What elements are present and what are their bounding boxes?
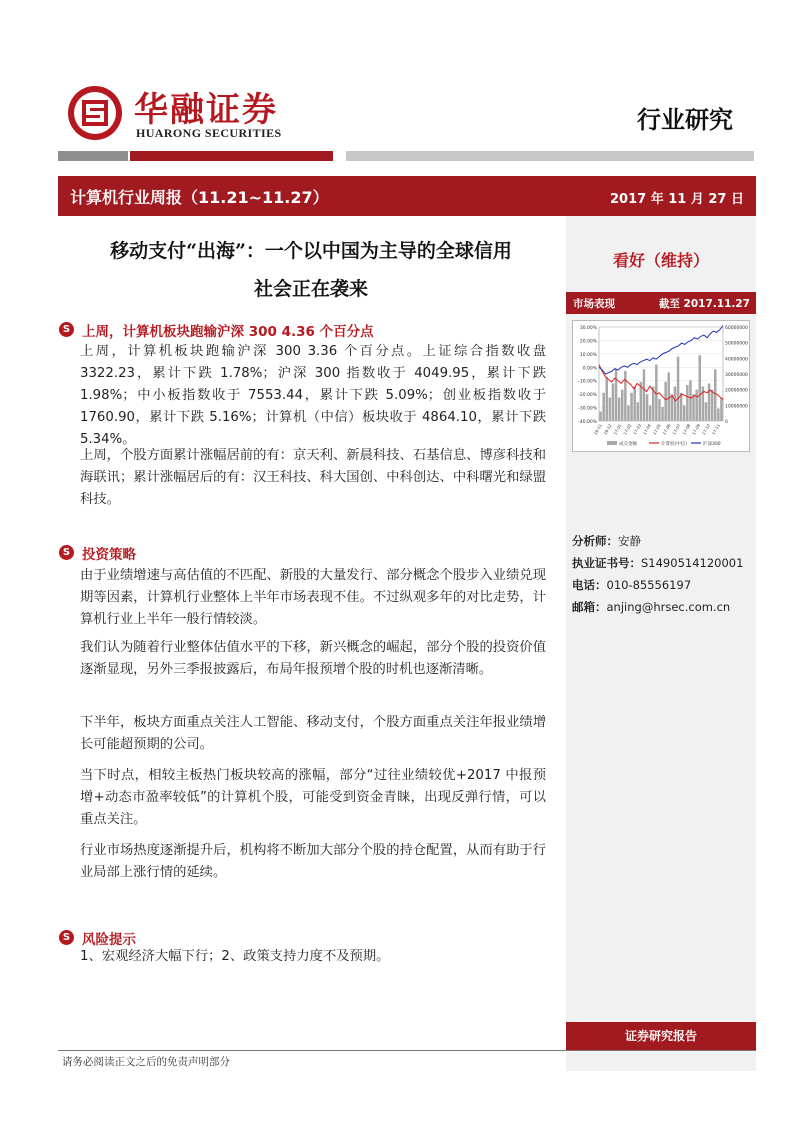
volume-bar bbox=[674, 387, 677, 421]
volume-bar bbox=[618, 398, 621, 422]
analyst-row bbox=[572, 530, 743, 552]
paragraph: 我们认为随着行业整体估值水平的下移，新兴概念的崛起，部分个股的投资价值逐渐显现，另外三季报披露后，布局年报预增个股的时机也逐渐清晰。 bbox=[80, 640, 546, 677]
headline-line-2: 社会正在袭来 bbox=[253, 278, 368, 300]
right-axis-tick-label: 0 bbox=[725, 420, 728, 425]
email-value: anjing@hrsec.com.cn bbox=[606, 600, 731, 614]
right-axis-tick-label: 40000000 bbox=[725, 357, 748, 363]
paragraph: 行业市场热度逐渐提升后，机构将不断加大部分个股的持仓配置，从而有助于行业局部上涨行情的延续。 bbox=[80, 843, 546, 880]
volume-bar bbox=[668, 372, 671, 421]
volume-bar bbox=[627, 405, 630, 421]
right-axis-tick-label: 10000000 bbox=[725, 404, 748, 410]
volume-bar bbox=[658, 399, 661, 421]
volume-bar bbox=[615, 369, 618, 421]
x-axis-tick-label: 17-06 bbox=[661, 423, 672, 436]
header-stripe-gray bbox=[58, 151, 128, 161]
volume-bar bbox=[671, 394, 674, 421]
phone-label: 电话： bbox=[572, 578, 607, 592]
section-title-risk: 风险提示 bbox=[82, 932, 136, 948]
volume-bar bbox=[612, 383, 615, 421]
brand-name-cn: 华融证券 bbox=[134, 90, 278, 130]
section-title-weekly: 上周，计算机板块跑输沪深 300 4.36 个百分点 bbox=[82, 324, 374, 340]
left-axis-tick-label: 10.00% bbox=[579, 352, 597, 358]
volume-bar bbox=[649, 405, 652, 421]
x-axis-tick-label: 17-08 bbox=[681, 423, 692, 436]
volume-bar bbox=[624, 371, 627, 421]
market-chart bbox=[572, 320, 750, 452]
market-chart-svg bbox=[573, 321, 749, 451]
volume-bar bbox=[680, 393, 683, 421]
left-axis-tick-label: -10.00% bbox=[578, 379, 597, 385]
x-axis-tick-label: 17-10 bbox=[700, 423, 712, 436]
analyst-info bbox=[572, 530, 743, 618]
right-axis-tick-label: 30000000 bbox=[725, 373, 748, 378]
right-axis-tick-label: 50000000 bbox=[725, 341, 748, 347]
volume-bar bbox=[643, 369, 646, 421]
plot-area bbox=[599, 327, 723, 421]
right-axis-tick-label: 60000000 bbox=[725, 326, 748, 331]
legend-label: 成交金额 bbox=[619, 442, 637, 447]
volume-bar bbox=[689, 380, 692, 421]
x-axis-tick-label: 17-07 bbox=[671, 423, 682, 436]
market-performance-bar bbox=[566, 292, 756, 314]
headline bbox=[58, 232, 564, 308]
huarong-bullet-icon: S bbox=[59, 545, 74, 560]
footer-divider bbox=[58, 1050, 756, 1051]
volume-bar bbox=[664, 382, 667, 421]
paragraph: 上周，计算机板块跑输沪深 300 3.36 个百分点。上证综合指数收盘 3322.23，累计下跌 1.78%；沪深 300 指数收于 4049.95，累计下跌 1.98%；中小板指数收于 7553.44，累计下跌 5.09%；创业板指数收于 1760.90，累计下跌 5.16%；计算机（中信）板块收于 4864.10，累计下跌 5.34%。 bbox=[80, 344, 546, 447]
legend-swatch bbox=[607, 441, 617, 445]
volume-bar bbox=[637, 402, 640, 421]
volume-bar bbox=[633, 387, 636, 421]
phone-row bbox=[572, 574, 743, 596]
x-axis-tick-label: 17-04 bbox=[641, 423, 653, 436]
volume-bar bbox=[720, 398, 723, 422]
section-title-strategy: 投资策略 bbox=[82, 547, 136, 563]
cert-label: 执业证书号： bbox=[572, 556, 641, 570]
huarong-bullet-icon: S bbox=[59, 930, 74, 945]
paragraph: 下半年，板块方面重点关注人工智能、移动支付，个股方面重点关注年报业绩增长可能超预期的公司。 bbox=[80, 715, 546, 752]
x-axis-tick-label: 16-11 bbox=[592, 423, 603, 436]
cert-value: S1490514120001 bbox=[641, 556, 744, 570]
rating: 看好（维持） bbox=[612, 251, 709, 270]
volume-bar bbox=[705, 402, 708, 421]
x-axis-tick-label: 17-01 bbox=[612, 423, 623, 436]
disclaimer: 请务必阅读正文之后的免责声明部分 bbox=[62, 1056, 230, 1068]
volume-bar bbox=[692, 394, 695, 421]
volume-bar bbox=[606, 377, 609, 421]
email-label: 邮箱： bbox=[572, 600, 607, 614]
volume-bar bbox=[602, 393, 605, 421]
paragraph: 当下时点，相较主板热门板块较高的涨幅，部分“过往业绩较优+2017 中报预增+动态市盈率较低”的计算机个股，可能受到资金青睐，出现反弹行情，可以重点关注。 bbox=[80, 768, 546, 827]
paragraph: 上周，个股方面累计涨幅居前的有：京天利、新晨科技、石基信息、博彦科技和海联讯；累计涨幅居后的有：汉王科技、科大国创、中科创达、中科曙光和绿盟科技。 bbox=[80, 448, 546, 507]
x-axis-tick-label: 17-05 bbox=[651, 423, 662, 436]
legend-label: 沪深300 bbox=[703, 442, 721, 447]
left-axis-tick-label: -40.00% bbox=[578, 420, 597, 425]
header-stripe-light bbox=[346, 151, 754, 161]
volume-bar bbox=[661, 407, 664, 421]
report-banner bbox=[58, 176, 756, 216]
email-row bbox=[572, 596, 743, 618]
cert-row bbox=[572, 552, 743, 574]
x-axis-tick-label: 17-03 bbox=[632, 423, 643, 436]
left-axis-tick-label: -30.00% bbox=[578, 406, 597, 412]
volume-bar bbox=[599, 412, 602, 421]
volume-bar bbox=[609, 398, 612, 422]
brand-name-en: HUARONG SECURITIES bbox=[136, 126, 282, 140]
headline-line-1: 移动支付“出海”：一个以中国为主导的全球信用 bbox=[110, 240, 512, 262]
report-type: 行业研究 bbox=[637, 105, 733, 134]
volume-bar bbox=[708, 383, 711, 421]
analyst-value: 安静 bbox=[618, 534, 641, 548]
market-date: 截至 2017.11.27 bbox=[658, 298, 750, 310]
phone-value: 010-85556197 bbox=[606, 578, 692, 592]
volume-bar bbox=[683, 405, 686, 421]
report-date: 2017 年 11 月 27 日 bbox=[610, 192, 744, 207]
volume-bar bbox=[677, 357, 680, 421]
volume-bar bbox=[695, 390, 698, 421]
huarong-logo-icon bbox=[66, 84, 124, 142]
paragraph: 1、宏观经济大幅下行；2、政策支持力度不及预期。 bbox=[80, 949, 390, 964]
x-axis-tick-label: 17-11 bbox=[710, 423, 721, 436]
volume-bar bbox=[630, 393, 633, 421]
left-axis-tick-label: 20.00% bbox=[579, 339, 597, 345]
volume-bar bbox=[711, 390, 714, 421]
right-axis-tick-label: 20000000 bbox=[725, 388, 748, 394]
left-axis-tick-label: 0.00% bbox=[582, 366, 597, 372]
volume-bar bbox=[717, 408, 720, 421]
volume-bar bbox=[714, 369, 717, 421]
report-title: 计算机行业周报（11.21~11.27） bbox=[70, 188, 329, 207]
left-axis-tick-label: -20.00% bbox=[578, 393, 597, 399]
market-label: 市场表现 bbox=[573, 298, 615, 310]
x-axis-tick-label: 17-09 bbox=[691, 423, 702, 436]
huarong-bullet-icon: S bbox=[59, 322, 74, 337]
header-stripe-red bbox=[130, 151, 333, 161]
analyst-label: 分析师： bbox=[572, 534, 618, 548]
x-axis-tick-label: 16-12 bbox=[602, 423, 613, 436]
volume-bar bbox=[621, 390, 624, 421]
left-axis-tick-label: 30.00% bbox=[579, 326, 597, 331]
volume-bar bbox=[686, 385, 689, 421]
legend-label: 计算机(中信) bbox=[661, 442, 688, 447]
paragraph: 由于业绩增速与高估值的不匹配、新股的大量发行、部分概念个股步入业绩兑现期等因素，计算机行业整体上半年市场表现不佳。不过纵观多年的对比走势，计算机行业上半年一般行情较淡。 bbox=[80, 568, 546, 627]
volume-bar bbox=[699, 355, 702, 421]
footer-report-label: 证券研究报告 bbox=[566, 1022, 756, 1050]
volume-bar bbox=[646, 394, 649, 421]
x-axis-tick-label: 17-02 bbox=[622, 423, 633, 436]
